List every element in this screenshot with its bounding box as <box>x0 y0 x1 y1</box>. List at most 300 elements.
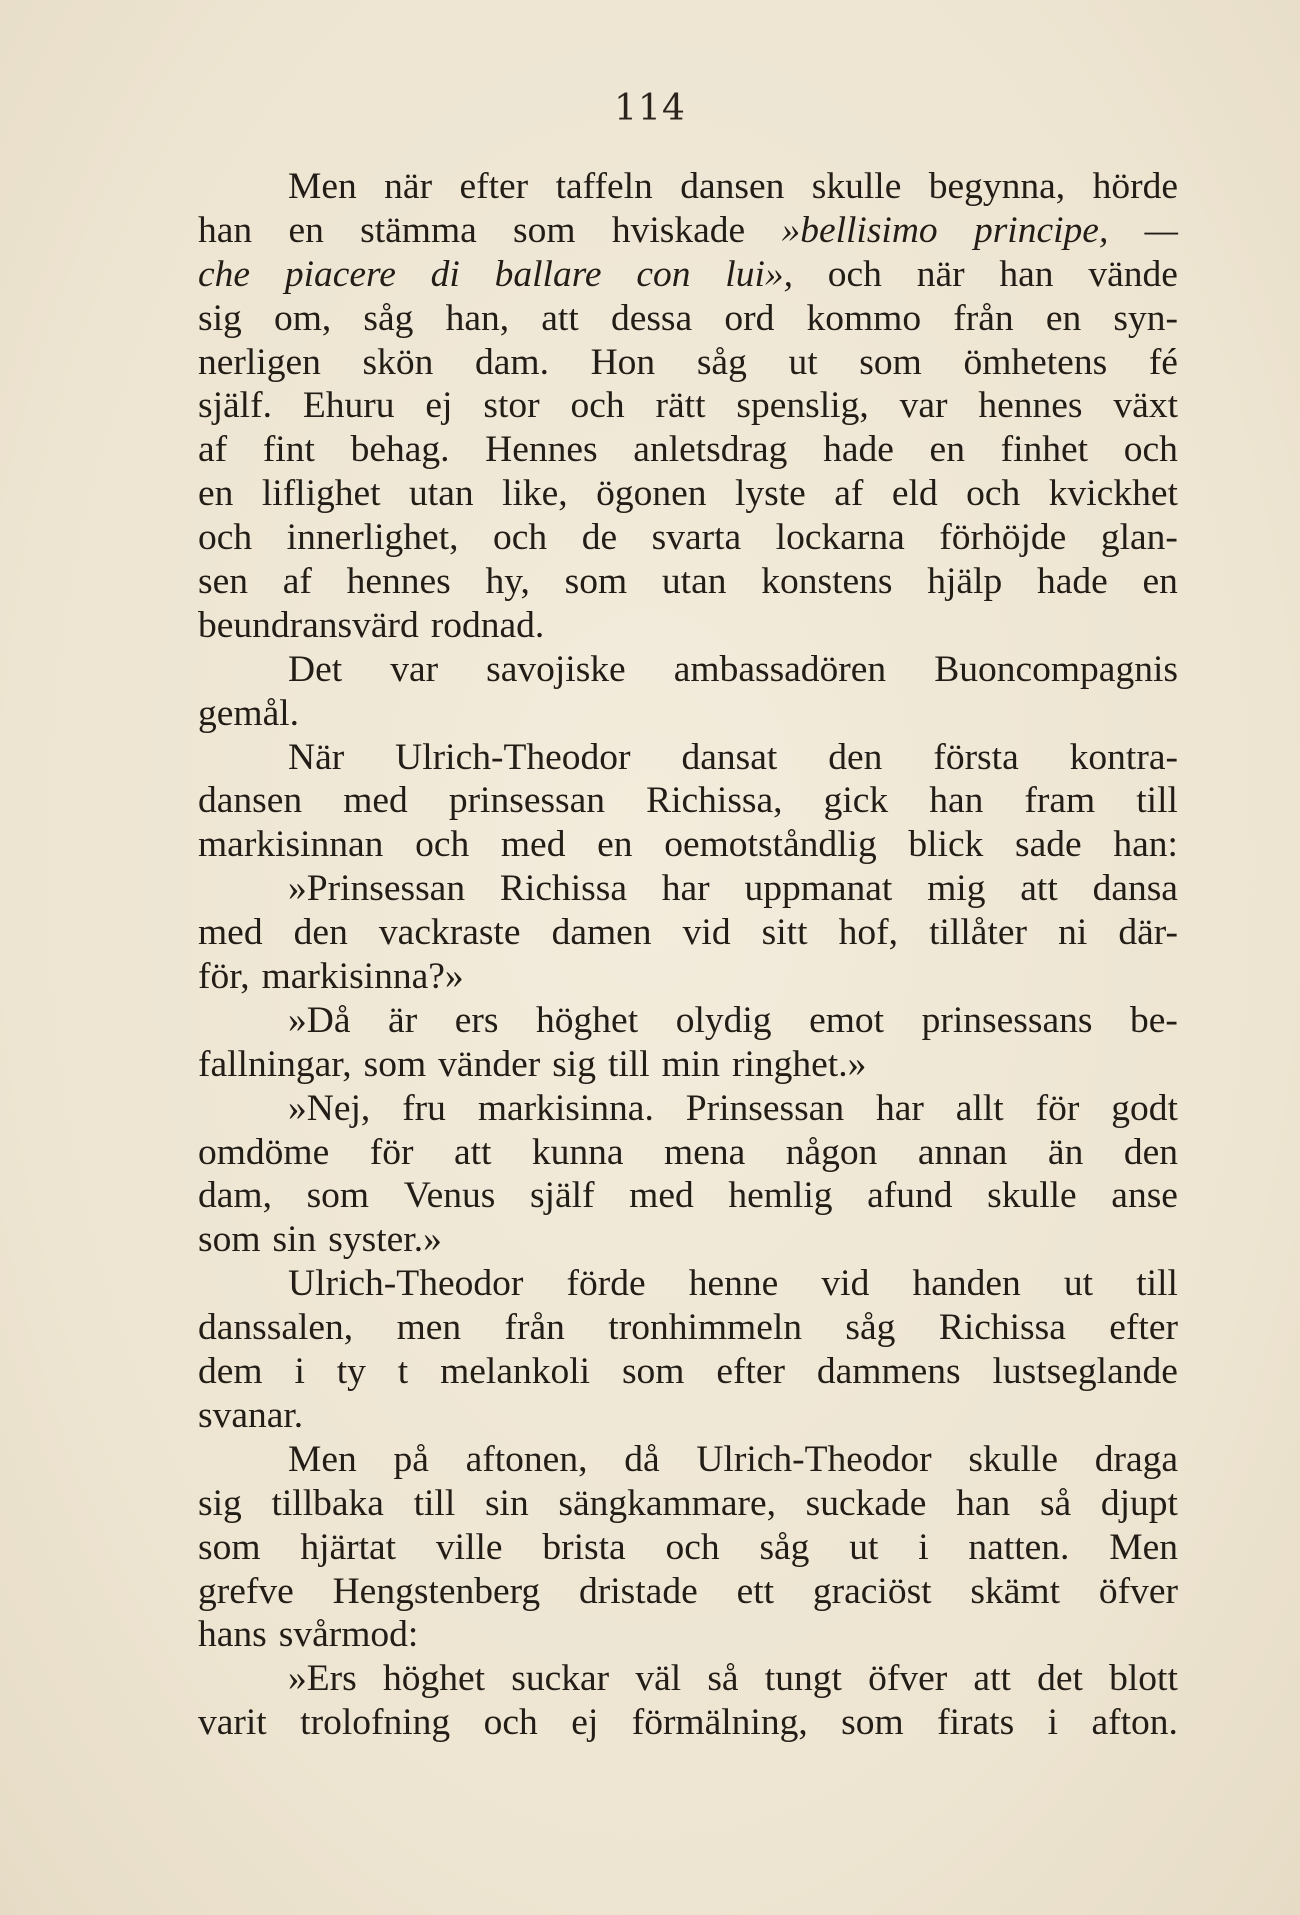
word: såg <box>363 297 414 339</box>
word: melankoli <box>440 1351 591 1393</box>
word: i <box>1047 1702 1059 1744</box>
word: principe, <box>973 209 1109 251</box>
text-line <box>198 1174 1178 1218</box>
word: att <box>453 1131 492 1173</box>
word: draga <box>1094 1438 1178 1480</box>
word: ord <box>724 297 775 339</box>
word: ett <box>736 1570 775 1612</box>
word: glan- <box>1100 517 1178 559</box>
word: stämma <box>360 209 477 251</box>
word: markisinnan <box>198 824 384 866</box>
word: så <box>1039 1482 1072 1524</box>
word: Men <box>288 1438 357 1480</box>
word: af <box>834 473 864 515</box>
word: svårmod: <box>278 1614 419 1656</box>
word: tronhimmeln <box>608 1307 803 1349</box>
word: kontra- <box>1069 736 1178 778</box>
word: innerlighet, <box>286 517 459 559</box>
word: graciöst <box>812 1570 932 1612</box>
word: lui», <box>725 253 793 295</box>
word: skulle <box>811 166 902 207</box>
word: de <box>581 517 618 559</box>
word: öfver <box>868 1658 948 1700</box>
word: syn- <box>1113 297 1178 339</box>
word: mig <box>927 868 986 910</box>
text-line <box>198 560 1178 604</box>
text-line <box>198 955 1178 999</box>
word: annan <box>917 1131 1008 1173</box>
word: trolofning <box>300 1702 451 1744</box>
word: nerligen <box>198 341 321 383</box>
word: Prinsessan <box>685 1087 845 1129</box>
word: hjälp <box>927 561 1003 603</box>
page-number: 114 <box>614 88 686 129</box>
word: ej <box>571 1702 599 1744</box>
word: lockarna <box>775 517 905 559</box>
word: med <box>629 1175 694 1217</box>
word: ringhet.» <box>732 1043 867 1085</box>
word: dansa <box>1092 868 1178 910</box>
word: hy, <box>485 561 530 603</box>
word: men <box>396 1307 462 1349</box>
text-line <box>198 165 1178 209</box>
word: con <box>636 253 691 295</box>
word: Hon <box>590 341 656 383</box>
word: tillbaka <box>271 1482 384 1524</box>
word: på <box>393 1438 429 1480</box>
word: den <box>1123 1131 1178 1173</box>
word: ambassadören <box>673 648 887 690</box>
word: och <box>966 473 1021 515</box>
text-line <box>198 911 1178 955</box>
word: olydig <box>675 999 772 1041</box>
word: eld <box>891 473 938 515</box>
text-line <box>198 1043 1178 1087</box>
word: när <box>384 166 433 207</box>
word: beundransvärd <box>198 604 419 646</box>
word: hennes <box>346 561 451 603</box>
word: då <box>624 1438 660 1480</box>
word: skulle <box>968 1438 1058 1480</box>
word: sängkammare, <box>558 1482 776 1524</box>
word: Ehuru <box>302 385 395 427</box>
word: savojiske <box>486 648 626 690</box>
word: en <box>198 473 234 515</box>
word: själf. <box>198 385 272 427</box>
word: han: <box>1113 824 1178 866</box>
text-line <box>198 823 1178 867</box>
word: öfver <box>1098 1570 1178 1612</box>
word: en <box>597 824 633 866</box>
word: vänder <box>438 1043 541 1085</box>
word: och <box>198 517 253 559</box>
word: rodnad. <box>430 604 545 646</box>
word: ut <box>788 341 818 383</box>
word: han <box>929 780 984 822</box>
word: en <box>1142 561 1178 603</box>
word: en <box>288 209 324 251</box>
word: Men <box>288 166 357 207</box>
word: som <box>859 341 922 383</box>
word: aftonen, <box>465 1438 588 1480</box>
word: behag. <box>350 429 450 471</box>
word: emot <box>809 999 885 1041</box>
word: gick <box>823 780 889 822</box>
word: anse <box>1111 1175 1178 1217</box>
word: och <box>415 824 470 866</box>
word: oemotståndlig <box>664 824 877 866</box>
word: Det <box>288 648 343 690</box>
word: till <box>1136 780 1178 822</box>
text-line <box>198 297 1178 341</box>
word: var <box>899 385 948 427</box>
word: suckar <box>511 1658 610 1700</box>
word: han <box>956 1482 1011 1524</box>
word: där- <box>1118 912 1178 954</box>
word: Ulrich-Theodor <box>395 736 631 778</box>
word: spenslig, <box>736 385 869 427</box>
word: att <box>973 1658 1011 1700</box>
word: som <box>306 1175 370 1217</box>
word: hade <box>1036 561 1108 603</box>
word: skön <box>362 341 434 383</box>
word: och <box>570 385 625 427</box>
word: svanar. <box>198 1394 304 1436</box>
word: djupt <box>1100 1482 1178 1524</box>
word: med <box>343 780 408 822</box>
word: någon <box>785 1131 878 1173</box>
word: själf <box>529 1175 595 1217</box>
word: till <box>607 1043 650 1085</box>
word: fint <box>262 429 315 471</box>
word: ville <box>435 1526 503 1568</box>
word: att <box>541 297 579 339</box>
word: en <box>929 429 965 471</box>
body-text <box>198 165 1178 1745</box>
word: i <box>918 1526 929 1568</box>
word: lustseglande <box>992 1351 1178 1393</box>
word: ers <box>454 999 499 1041</box>
word: »bellisimo <box>781 209 938 251</box>
word: det <box>1037 1658 1083 1700</box>
word: sade <box>1015 824 1082 866</box>
word: hans <box>198 1614 267 1656</box>
word: efter <box>1109 1307 1178 1349</box>
word: ut <box>849 1526 879 1568</box>
word: vid <box>821 1263 870 1305</box>
text-line <box>198 1131 1178 1175</box>
word: Ulrich-Theodor <box>288 1263 524 1305</box>
word: skulle <box>987 1175 1077 1217</box>
text-line <box>198 516 1178 560</box>
word: kunna <box>531 1131 624 1173</box>
word: har <box>661 868 710 910</box>
word: like, <box>502 473 568 515</box>
text-line <box>198 648 1178 692</box>
word: brista <box>542 1526 626 1568</box>
word: som <box>621 1351 685 1393</box>
word: om, <box>273 297 332 339</box>
word: Richissa, <box>646 780 783 822</box>
word: di <box>430 253 460 295</box>
word: svarta <box>651 517 742 559</box>
word: fallningar, <box>198 1043 352 1085</box>
word: kvickhet <box>1048 473 1178 515</box>
word: begynna, <box>928 166 1066 207</box>
word: godt <box>1111 1087 1178 1129</box>
word: till <box>413 1482 456 1524</box>
word: rätt <box>655 385 706 427</box>
word: — <box>1144 209 1178 251</box>
word: sig <box>198 1482 242 1524</box>
text-line <box>198 1482 1178 1526</box>
word: Venus <box>403 1175 496 1217</box>
word: han, <box>445 297 510 339</box>
word: liflighet <box>261 473 381 515</box>
word: Richissa <box>499 868 627 910</box>
word: »Ers <box>288 1658 357 1700</box>
word: utan <box>661 561 727 603</box>
word: Men <box>1109 1526 1178 1568</box>
word: förde <box>566 1263 646 1305</box>
word: är <box>388 999 418 1041</box>
word: afton. <box>1091 1702 1178 1744</box>
word: fé <box>1148 341 1178 383</box>
text-line <box>198 1218 1178 1262</box>
text-line <box>198 341 1178 385</box>
word: sin <box>484 1482 529 1524</box>
word: be- <box>1130 999 1178 1041</box>
word: efter <box>716 1351 786 1393</box>
text-line <box>198 1657 1178 1701</box>
text-line <box>198 1526 1178 1570</box>
word: sig <box>198 297 242 339</box>
word: piacere <box>284 253 396 295</box>
word: att <box>1020 868 1058 910</box>
word: utan <box>409 473 474 515</box>
word: syster.» <box>328 1219 442 1261</box>
word: Ulrich-Theodor <box>696 1438 932 1480</box>
word: Hengstenberg <box>332 1570 541 1612</box>
word: »Prinsessan <box>288 868 466 910</box>
text-line <box>198 1262 1178 1306</box>
word: till <box>1136 1263 1178 1305</box>
word: och <box>1123 429 1178 471</box>
word: natten. <box>968 1526 1070 1568</box>
text-line <box>198 779 1178 823</box>
word: lyste <box>735 473 806 515</box>
word: tungt <box>764 1658 842 1700</box>
word: stor <box>483 385 540 427</box>
word: »Nej, <box>288 1087 371 1129</box>
word: hof, <box>838 912 898 954</box>
word: dansen <box>680 166 785 207</box>
word: dansat <box>681 736 778 778</box>
word: och <box>483 1702 538 1744</box>
word: såg <box>696 341 747 383</box>
word: ballare <box>494 253 602 295</box>
text-line <box>198 1350 1178 1394</box>
word: första <box>933 736 1019 778</box>
word: blott <box>1109 1658 1178 1700</box>
word: omdöme <box>198 1131 330 1173</box>
word: vände <box>1088 253 1178 295</box>
text-line <box>198 472 1178 516</box>
word: efter <box>459 166 529 207</box>
word: prinsessans <box>921 999 1093 1041</box>
word: som <box>564 561 628 603</box>
word: hviskade <box>611 209 746 251</box>
word: ej <box>425 385 453 427</box>
word: sin <box>272 1219 317 1261</box>
word: markisinna. <box>477 1087 654 1129</box>
word: blick <box>908 824 984 866</box>
word: med <box>198 912 263 954</box>
text-line <box>198 253 1178 297</box>
word: handen <box>912 1263 1021 1305</box>
word: hörde <box>1092 166 1178 207</box>
word: grefve <box>198 1570 294 1612</box>
text-line <box>198 428 1178 472</box>
word: danssalen, <box>198 1307 354 1349</box>
word: hade <box>823 429 894 471</box>
word: växt <box>1113 385 1178 427</box>
word: damen <box>551 912 652 954</box>
text-line <box>198 209 1178 253</box>
word: anletsdrag <box>633 429 788 471</box>
word: han <box>198 209 253 251</box>
text-line <box>198 1701 1178 1745</box>
word: afund <box>867 1175 953 1217</box>
word: dam. <box>475 341 549 383</box>
word: som <box>841 1702 904 1744</box>
text-line <box>198 1570 1178 1614</box>
word: som <box>363 1043 427 1085</box>
word: hjärtat <box>300 1526 397 1568</box>
text-line <box>198 1394 1178 1438</box>
word: med <box>500 824 566 866</box>
word: uppmanat <box>744 868 893 910</box>
word: en <box>1045 297 1082 339</box>
word: markisinna?» <box>261 956 464 998</box>
word: tillåter <box>929 912 1027 954</box>
word: taffeln <box>555 166 653 207</box>
text-line <box>198 692 1178 736</box>
word: sig <box>552 1043 596 1085</box>
word: ut <box>1063 1263 1094 1305</box>
word: af <box>282 561 312 603</box>
word: den <box>293 912 348 954</box>
text-line <box>198 1613 1178 1657</box>
word: kommo <box>806 297 922 339</box>
word: ty <box>336 1351 366 1393</box>
word: väl <box>635 1658 682 1700</box>
word: varit <box>198 1702 267 1744</box>
word: för <box>1035 1087 1080 1129</box>
word: han <box>999 253 1054 295</box>
word: skämt <box>970 1570 1060 1612</box>
word: min <box>661 1043 720 1085</box>
word: af <box>198 429 228 471</box>
word: vackraste <box>378 912 521 954</box>
word: dristade <box>579 1570 698 1612</box>
text-line <box>198 867 1178 911</box>
word: hemlig <box>728 1175 833 1217</box>
word: och <box>665 1526 720 1568</box>
word: förhöjde <box>939 517 1067 559</box>
word: När <box>288 736 345 778</box>
word: för <box>369 1131 414 1173</box>
word: Richissa <box>938 1307 1066 1349</box>
word: firats <box>937 1702 1015 1744</box>
word: och <box>493 517 548 559</box>
word: såg <box>845 1307 896 1349</box>
word: Buoncompagnis <box>934 648 1178 690</box>
word: var <box>390 648 439 690</box>
word: i <box>294 1351 305 1393</box>
text-line <box>198 736 1178 780</box>
word: dessa <box>610 297 693 339</box>
word: dem <box>198 1351 263 1393</box>
word: ögonen <box>596 473 707 515</box>
word: t <box>397 1351 409 1393</box>
word: suckade <box>805 1482 927 1524</box>
word: från <box>953 297 1014 339</box>
word: ömhetens <box>963 341 1108 383</box>
word: som <box>513 209 576 251</box>
word: den <box>828 736 883 778</box>
word: ni <box>1058 912 1088 954</box>
word: som <box>198 1219 261 1261</box>
word: sitt <box>761 912 808 954</box>
word: såg <box>759 1526 810 1568</box>
word: höghet <box>536 999 639 1041</box>
word: che <box>198 253 251 295</box>
text-line <box>198 384 1178 428</box>
word: höghet <box>382 1658 486 1700</box>
word: mena <box>664 1131 746 1173</box>
word: konstens <box>761 561 893 603</box>
word: än <box>1047 1131 1084 1173</box>
word: »Då <box>288 999 351 1041</box>
word: och <box>827 253 882 295</box>
text-line <box>198 1438 1178 1482</box>
word: för, <box>198 956 250 998</box>
word: fru <box>402 1087 446 1129</box>
word: som <box>198 1526 261 1568</box>
word: dam, <box>198 1175 272 1217</box>
word: sen <box>198 561 248 603</box>
word: fram <box>1024 780 1096 822</box>
text-line <box>198 999 1178 1043</box>
word: gemål. <box>198 692 300 734</box>
word: från <box>504 1307 565 1349</box>
text-line <box>198 1087 1178 1131</box>
word: när <box>916 253 965 295</box>
word: dammens <box>816 1351 961 1393</box>
word: prinsessan <box>448 780 606 822</box>
word: Hennes <box>485 429 598 471</box>
word: har <box>876 1087 924 1129</box>
word: vid <box>682 912 731 954</box>
word: finhet <box>1000 429 1089 471</box>
word: dansen <box>198 780 303 822</box>
word: förmälning, <box>631 1702 808 1744</box>
word: allt <box>955 1087 1004 1129</box>
word: så <box>707 1658 739 1700</box>
word: hennes <box>978 385 1083 427</box>
text-line <box>198 1306 1178 1350</box>
